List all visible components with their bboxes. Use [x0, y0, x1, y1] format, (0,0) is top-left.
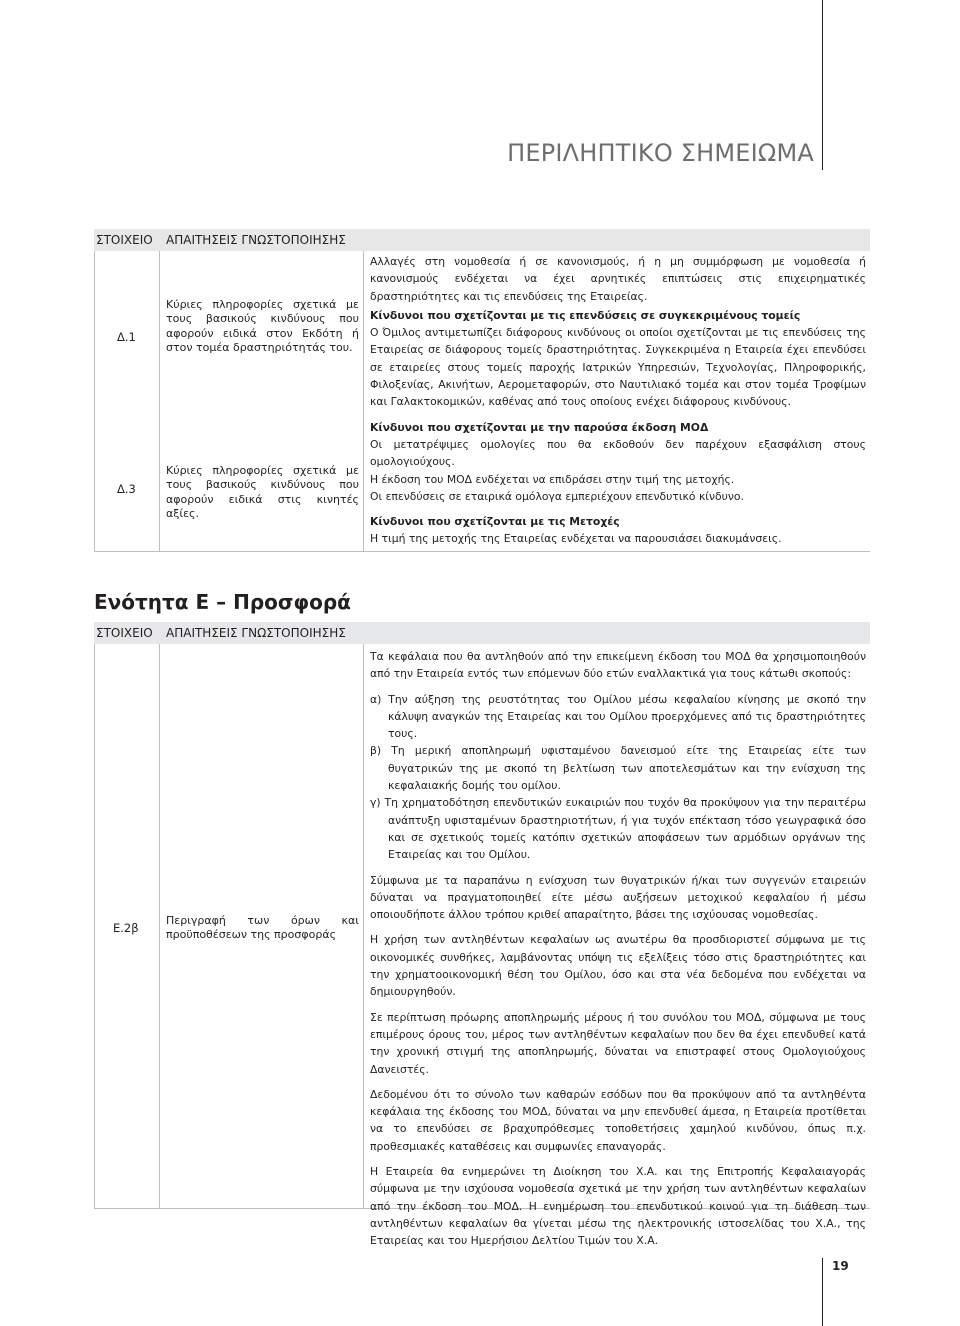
- table1-col-divider-1: [159, 251, 160, 551]
- row-label-e2b: Περιγραφή των όρων και προϋποθέσεων της προσφοράς: [166, 914, 359, 942]
- paragraph: Σε περίπτωση πρόωρης αποπληρωμής μέρους ή του συνόλου του ΜΟΔ, σύμφωνα με τους επιμέρους όρους του, μέρος των αντληθέντων κεφαλαίων που δεν θα έχει επενδυθεί κατά την χρονική στιγμή της αποπληρωμής, δύναται να επιστραφεί στους Ομολογιούχους Δανειστές.: [370, 1010, 866, 1076]
- paragraph: Η έκδοση του ΜΟΔ ενδέχεται να επιδράσει στην τιμή της μετοχής.: [370, 472, 735, 486]
- table2-left-border: [94, 644, 95, 1208]
- page-number-rule: [822, 1258, 823, 1326]
- subheading: Κίνδυνοι που σχετίζονται με την παρούσα έκδοση ΜΟΔ: [370, 420, 709, 434]
- paragraph: Οι επενδύσεις σε εταιρικά ομόλογα εμπεριέχουν επενδυτικό κίνδυνο.: [370, 489, 744, 503]
- page-number: 19: [832, 1259, 849, 1273]
- row-label-d3: Κύριες πληροφορίες σχετικά με τους βασικούς κινδύνους που αφορούν ειδικά στις κινητές αξίες.: [166, 464, 359, 521]
- list-item: β) Τη μερική αποπληρωμή υφισταμένου δανεισμού είτε της Εταιρείας είτε των θυγατρικών της με σκοπό τη βελτίωση των αποτελεσμάτων και την ενίσχυση της κεφαλαιακής δομής του ομίλου.: [370, 744, 866, 793]
- section-title: Ενότητα Ε – Προσφορά: [94, 590, 351, 614]
- paragraph: Σύμφωνα με τα παραπάνω η ενίσχυση των θυγατρικών ή/και των συγγενών εταιρειών δύναται να πραγματοποιηθεί είτε μέσω αυξήσεων μετοχικού κεφαλαίου ή μέσω οποιουδήποτε άλλου τρόπου κριθεί απαραίτητο, βάσει της ισχύουσας νομοθεσίας.: [370, 873, 866, 922]
- table1-header-requirements: ΑΠΑΙΤΗΣΕΙΣ ΓΝΩΣΤΟΠΟΙΗΣΗΣ: [166, 233, 346, 247]
- table2-header-element: ΣΤΟΙΧΕΙΟ: [96, 626, 153, 640]
- row-label-d1: Κύριες πληροφορίες σχετικά με τους βασικούς κινδύνους που αφορούν ειδικά στον Εκδότη ή στον τομέα δραστηριότητάς του.: [166, 298, 359, 355]
- subheading: Κίνδυνοι που σχετίζονται με τις επενδύσεις σε συγκεκριμένους τομείς: [370, 308, 801, 322]
- table1-col-divider-2: [363, 251, 364, 551]
- list-item: γ) Τη χρηματοδότηση επενδυτικών ευκαιριών που τυχόν θα προκύψουν για την περαιτέρω ανάπτυξη υφισταμένων δραστηριοτήτων, ή για τυχόν επέκταση τόσο γεωγραφικά όσο και σε σχετικούς τομείς κατόπιν σχετικών αποφάσεων των αρμόδιων οργάνων της Εταιρείας και του Ομίλου.: [370, 796, 866, 862]
- paragraph: Αλλαγές στη νομοθεσία ή σε κανονισμούς, ή η μη συμμόρφωση με νομοθεσία ή κανονισμούς ενδέχεται να έχει αρνητικές επιπτώσεις στις επιχειρηματικές δραστηριότητες και τις επενδύσεις της Εταιρείας.: [370, 255, 866, 303]
- paragraph: Η Εταιρεία θα ενημερώνει τη Διοίκηση του Χ.Α. και της Επιτροπής Κεφαλαιαγοράς σύμφωνα με την ισχύουσα νομοθεσία σχετικά με την χρήση των αντληθέντων κεφαλαίων από την έκδοση του ΜΟΔ. Η ενημέρωση του επενδυτικού κοινού για τη διάθεση των αντληθέντων κεφαλαίων θα γίνεται μέσω της ηλεκτρονικής ιστοσελίδας του Χ.Α., της Εταιρείας και του Ημερήσιου Δελτίου Τιμών του Χ.Α.: [370, 1165, 866, 1248]
- table1-header: [94, 229, 870, 251]
- table1-content: [370, 253, 866, 548]
- table2-content: [370, 648, 866, 1250]
- table2-header: [94, 622, 870, 644]
- table1-header-element: ΣΤΟΙΧΕΙΟ: [96, 233, 153, 247]
- table2-col-divider-2: [363, 644, 364, 1208]
- paragraph: Τα κεφάλαια που θα αντληθούν από την επικείμενη έκδοση του ΜΟΔ θα χρησιμοποιηθούν από την Εταιρεία εντός των επόμενων δύο ετών εναλλακτικά για τους κάτωθι σκοπούς:: [370, 650, 866, 681]
- table2-header-requirements: ΑΠΑΙΤΗΣΕΙΣ ΓΝΩΣΤΟΠΟΙΗΣΗΣ: [166, 626, 346, 640]
- paragraph: Ο Όμιλος αντιμετωπίζει διάφορους κινδύνους οι οποίοι σχετίζονται με τις επενδύσεις της Εταιρείας σε διάφορους τομείς δραστηριότητας. Συγκεκριμένα η Εταιρεία έχει επενδύσει σε εταιρείες στους τομείς παροχής Ιατρικών Υπηρεσιών, Τεχνολογίας, Πληροφορικής, Φιλοξενίας, Ακινήτων, Αεροµεταφορών, στο Ναυτιλιακό τομέα και στον τομέα Τροφίμων και Γαλακτοκομικών, καθένας από τους οποίους ενέχει διάφορους κινδύνους.: [370, 326, 866, 409]
- table1-left-border: [94, 251, 95, 551]
- row-code-e2b: Ε.2β: [113, 921, 139, 935]
- paragraph: Η χρήση των αντληθέντων κεφαλαίων ως ανωτέρω θα προσδιοριστεί σύμφωνα με τις οικονομικές συνθήκες, λαμβάνοντας υπόψη τις εξελίξεις τόσο στις δραστηριότητες και την χρηματοοικονομική θέση του Ομίλου, όσο και στα νέα δεδομένα που ενδέχεται να δημιουργηθούν.: [370, 933, 866, 999]
- paragraph: Δεδομένου ότι το σύνολο των καθαρών εσόδων που θα προκύψουν από τα αντληθέντα κεφάλαια της έκδοσης του ΜΟΔ, δύναται να μην επενδυθεί άμεσα, η Εταιρεία προτίθεται να το επενδύσει σε βραχυπρόθεσμες τοποθετήσεις χαμηλού κινδύνου, όπως π.χ. προθεσμιακές καταθέσεις και συμφωνίες επαναγοράς.: [370, 1087, 866, 1153]
- row-code-d1: Δ.1: [117, 330, 136, 344]
- list-item: α) Την αύξηση της ρευστότητας του Ομίλου μέσω κεφαλαίου κίνησης με σκοπό την κάλυψη αναγκών της Εταιρείας και του Ομίλου προερχόμενες από τις δραστηριότητες τους.: [370, 692, 866, 741]
- header-vertical-rule: [822, 0, 823, 170]
- table2-col-divider-1: [159, 644, 160, 1208]
- document-title: ΠΕΡΙΛΗΠΤΙΚΟ ΣΗΜΕΙΩΜΑ: [507, 139, 814, 167]
- subheading: Κίνδυνοι που σχετίζονται με τις Μετοχές: [370, 515, 620, 529]
- table1-bottom-border: [94, 551, 870, 552]
- paragraph: Οι μετατρέψιμες ομολογίες που θα εκδοθούν δεν παρέχουν εξασφάλιση στους ομολογιούχους.: [370, 437, 866, 469]
- row-code-d3: Δ.3: [117, 482, 136, 496]
- paragraph: Η τιμή της μετοχής της Εταιρείας ενδέχεται να παρουσιάσει διακυμάνσεις.: [370, 532, 782, 546]
